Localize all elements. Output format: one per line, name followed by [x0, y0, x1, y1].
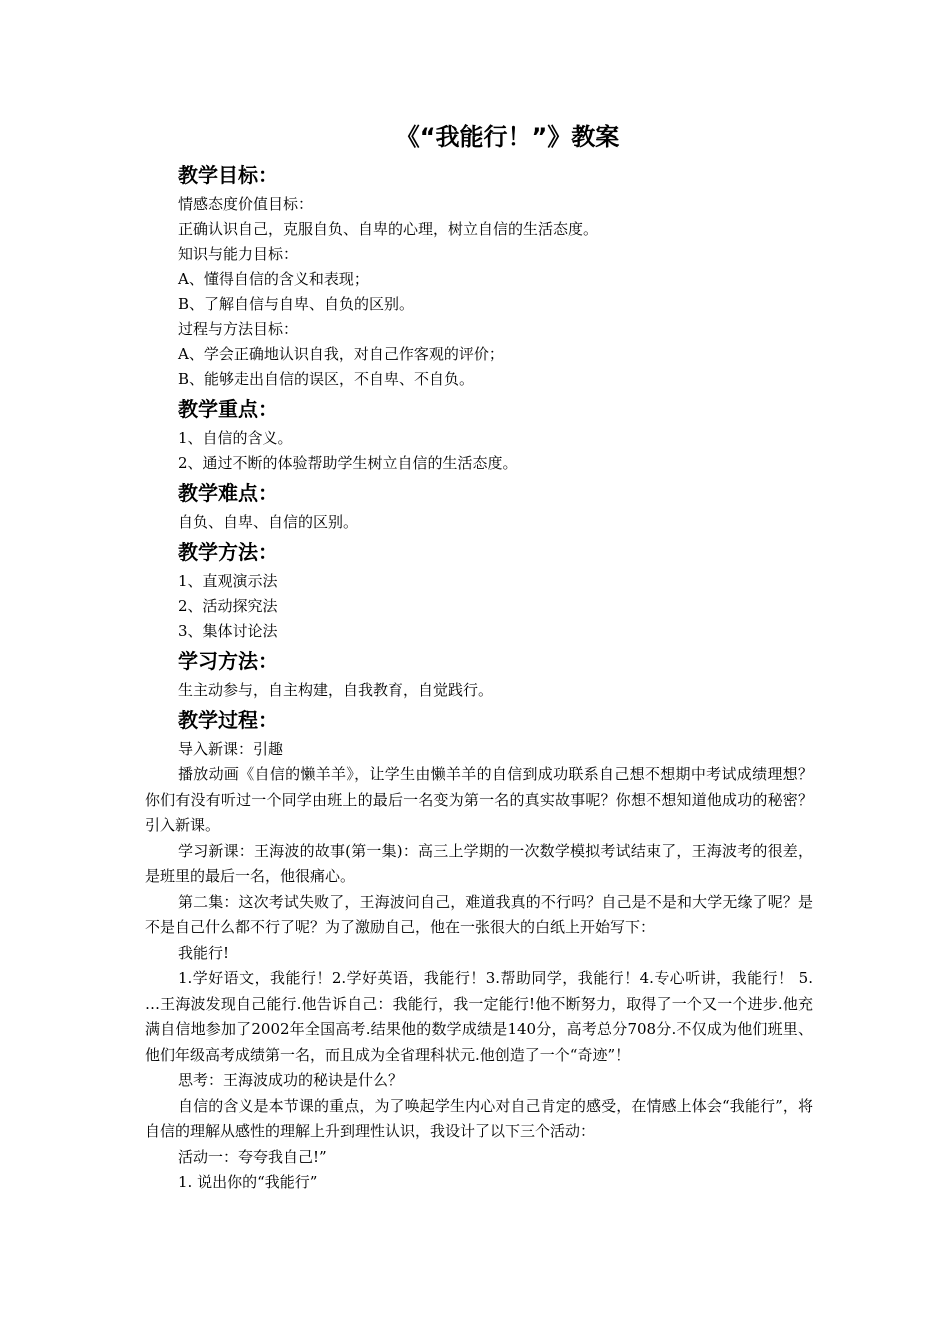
- process-paragraph: 自信的含义是本节课的重点，为了唤起学生内心对自己肯定的感受，在情感上体会“我能行”，将自信的理解从感性的理解上升到理性认识，我设计了以下三个活动：: [145, 1096, 813, 1140]
- heading-methods: 教学方法：: [178, 540, 278, 564]
- heading-process: 教学过程：: [178, 708, 278, 732]
- objectives-line: 正确认识自己，克服自负、自卑的心理，树立自信的生活态度。: [178, 220, 599, 238]
- process-paragraph: 思考：王海波成功的秘诀是什么？: [178, 1071, 404, 1089]
- methods-line: 1、直观演示法: [178, 572, 278, 590]
- document-body: [145, 158, 813, 1196]
- process-intro: 导入新课：引趣: [178, 740, 284, 758]
- heading-key-points: 教学重点：: [178, 397, 278, 421]
- heading-difficulties: 教学难点：: [178, 481, 278, 505]
- key-points-line: 1、自信的含义。: [178, 429, 293, 447]
- process-paragraph: 1. 说出你的“我能行”: [178, 1173, 318, 1191]
- methods-line: 2、活动探究法: [178, 597, 278, 615]
- objectives-line: 情感态度价值目标：: [178, 195, 314, 213]
- objectives-line: B、能够走出自信的误区，不自卑、不自负。: [178, 370, 475, 388]
- process-paragraph: 学习新课：王海波的故事(第一集)：高三上学期的一次数学模拟考试结束了，王海波考的很差，是班里的最后一名，他很痛心。: [145, 841, 813, 885]
- document-title: 《“我能行！”》教案: [395, 123, 620, 151]
- process-paragraph: 我能行!: [178, 943, 230, 962]
- learning-line: 生主动参与，自主构建，自我教育，自觉践行。: [178, 681, 494, 699]
- heading-learning: 学习方法：: [178, 649, 278, 673]
- process-paragraph: 播放动画《自信的懒羊羊》，让学生由懒羊羊的自信到成功联系自己想不想期中考试成绩理想？你们有没有听过一个同学由班上的最后一名变为第一名的真实故事呢？你想不想知道他成功的秘密？引入新课。: [145, 765, 813, 834]
- objectives-line: A、学会正确地认识自我，对自己作客观的评价；: [178, 345, 504, 363]
- process-paragraph: 1.学好语文，我能行！2.学好英语，我能行！3.帮助同学，我能行！4.专心听讲，我能行！ 5. …王海波发现自己能行.他告诉自己：我能行，我一定能行!他不断努力，取得了一个又一个进步.他充满自信地参加了2002年全国高考.结果他的数学成绩是140分，高考总分708分.不仅成为他们班里、他们年级高考成绩第一名，而且成为全省理科状元.他创造了一个“奇迹”！: [145, 969, 813, 1064]
- methods-line: 3、集体讨论法: [178, 622, 278, 640]
- heading-objectives: 教学目标：: [178, 163, 278, 187]
- objectives-line: 知识与能力目标：: [178, 245, 299, 263]
- objectives-line: B、了解自信与自卑、自负的区别。: [178, 295, 415, 313]
- key-points-line: 2、通过不断的体验帮助学生树立自信的生活态度。: [178, 454, 518, 472]
- process-paragraph: 活动一：夸夸我自己!”: [178, 1147, 327, 1166]
- difficulties-line: 自负、自卑、自信的区别。: [178, 513, 359, 531]
- objectives-line: 过程与方法目标：: [178, 320, 299, 338]
- objectives-line: A、懂得自信的含义和表现；: [178, 270, 369, 288]
- process-paragraph: 第二集：这次考试失败了，王海波问自己，难道我真的不行吗？自己是不是和大学无缘了呢？是不是自己什么都不行了呢？为了激励自己，他在一张很大的白纸上开始写下：: [145, 892, 813, 936]
